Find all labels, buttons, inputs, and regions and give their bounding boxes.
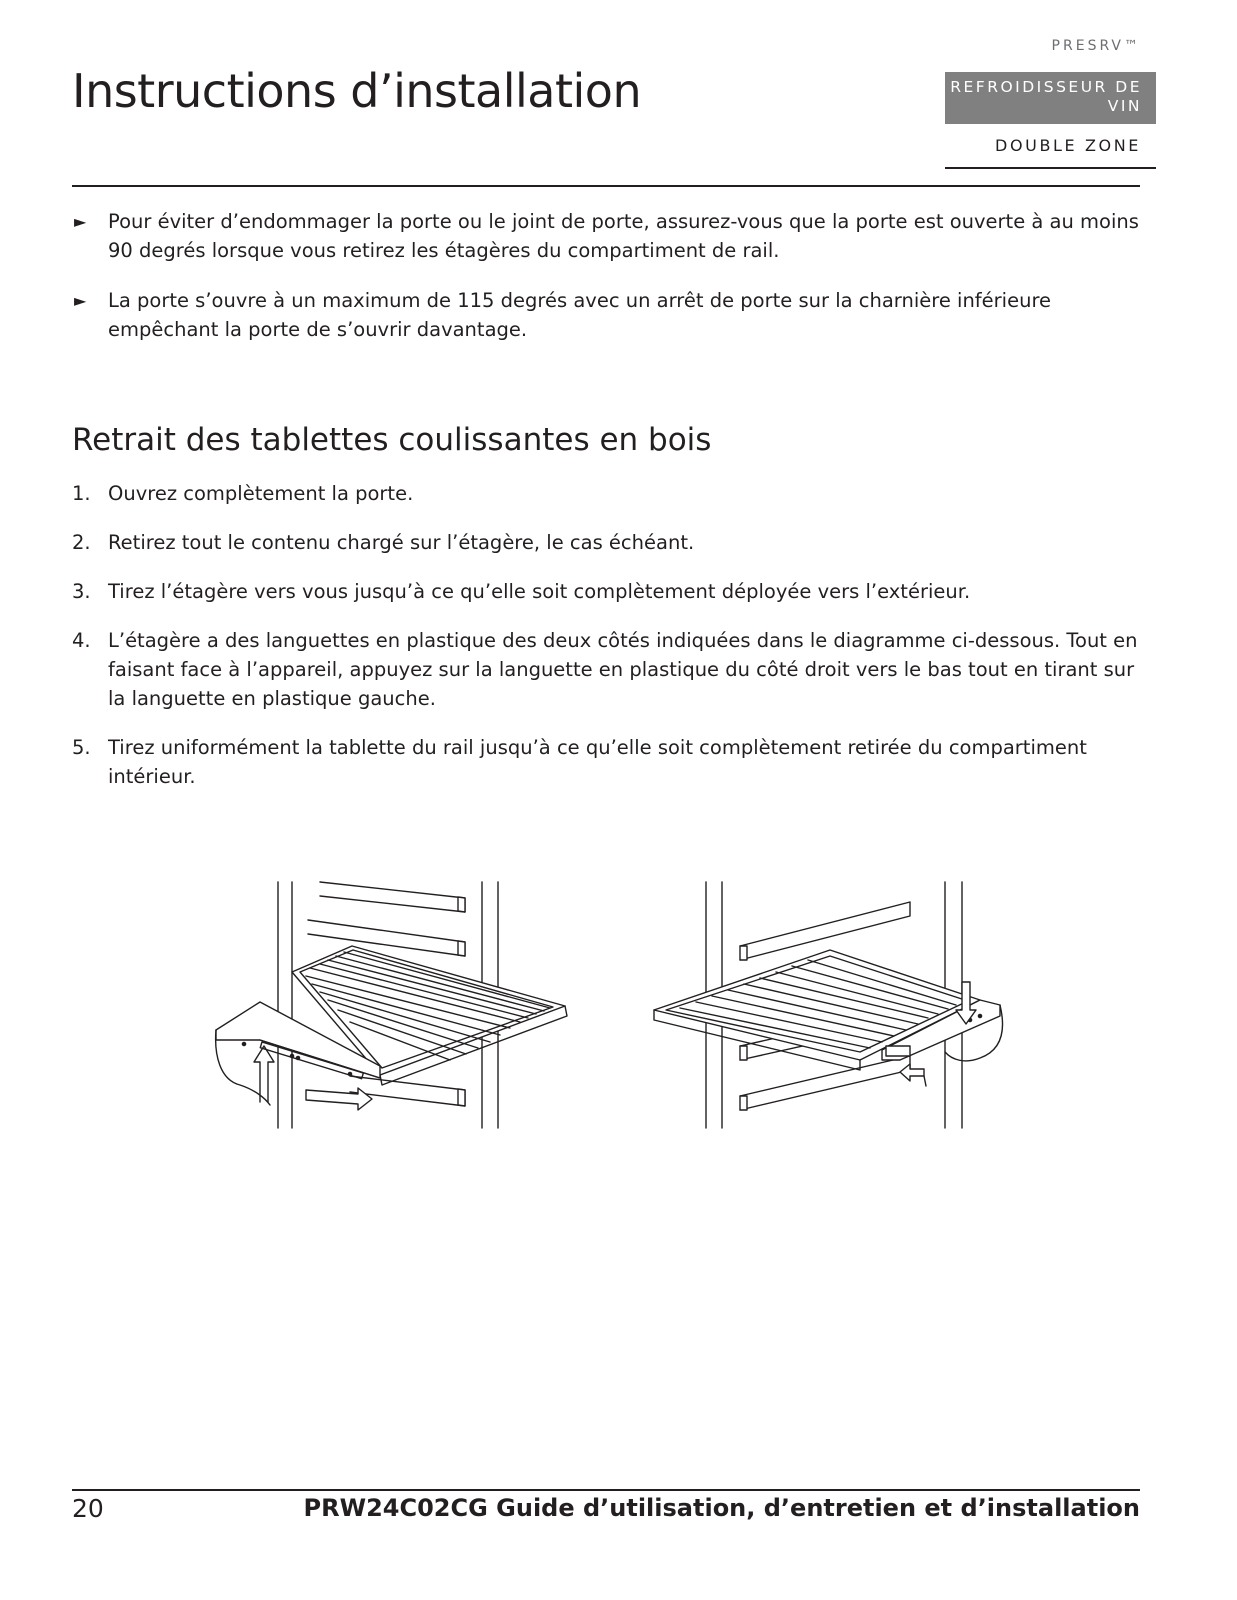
step-text: Tirez uniformément la tablette du rail jusqu’à ce qu’elle soit complètement retirée du compartiment intérieur. — [108, 736, 1087, 788]
brand-name: PRESRV™ — [1051, 38, 1141, 54]
header-divider — [72, 185, 1140, 187]
bullet-arrow-icon: ► — [74, 291, 87, 310]
left-shelf-illustration — [216, 882, 567, 1128]
step-number: 1. — [72, 482, 91, 505]
caution-text: Pour éviter d’endommager la porte ou le joint de porte, assurez-vous que la porte est ouverte à au moins 90 degrés lorsque vous retirez les étagères du compartiment de rail. — [108, 210, 1139, 262]
caution-text: La porte s’ouvre à un maximum de 115 degrés avec un arrêt de porte sur la charnière inférieure empêchant la porte de s’ouvrir davantage. — [108, 289, 1052, 341]
bullet-arrow-icon: ► — [74, 212, 87, 231]
brand-divider — [945, 167, 1156, 169]
step-number: 4. — [72, 629, 91, 652]
step-item — [72, 733, 1144, 791]
section-title: Retrait des tablettes coulissantes en bois — [72, 422, 712, 458]
step-text: Tirez l’étagère vers vous jusqu’à ce qu’elle soit complètement déployée vers l’extérieur. — [108, 580, 971, 603]
step-item — [72, 479, 1144, 508]
right-shelf-illustration — [654, 882, 1003, 1128]
step-item — [72, 577, 1144, 606]
caution-item — [72, 207, 1144, 265]
footer-divider — [72, 1489, 1140, 1491]
page-title: Instructions d’installation — [72, 64, 642, 118]
caution-list — [72, 207, 1144, 365]
step-text: Ouvrez complètement la porte. — [108, 482, 414, 505]
step-number: 3. — [72, 580, 91, 603]
category-label: REFROIDISSEUR DE VIN — [945, 72, 1156, 124]
step-item — [72, 626, 1144, 713]
step-number: 5. — [72, 736, 91, 759]
footer-document-title: PRW24C02CG Guide d’utilisation, d’entretien et d’installation — [303, 1494, 1140, 1522]
step-number: 2. — [72, 531, 91, 554]
shelf-removal-diagram — [210, 880, 1010, 1130]
steps-list — [72, 479, 1144, 811]
page-number: 20 — [72, 1494, 104, 1523]
caution-item — [72, 286, 1144, 344]
step-text: Retirez tout le contenu chargé sur l’étagère, le cas échéant. — [108, 531, 695, 554]
subcategory-label: DOUBLE ZONE — [995, 136, 1141, 155]
step-text: L’étagère a des languettes en plastique des deux côtés indiquées dans le diagramme ci-dessous. Tout en faisant face à l’appareil, appuyez sur la languette en plastique du côté droit vers le bas tout en tirant sur la languette en plastique gauche. — [108, 629, 1138, 710]
step-item — [72, 528, 1144, 557]
